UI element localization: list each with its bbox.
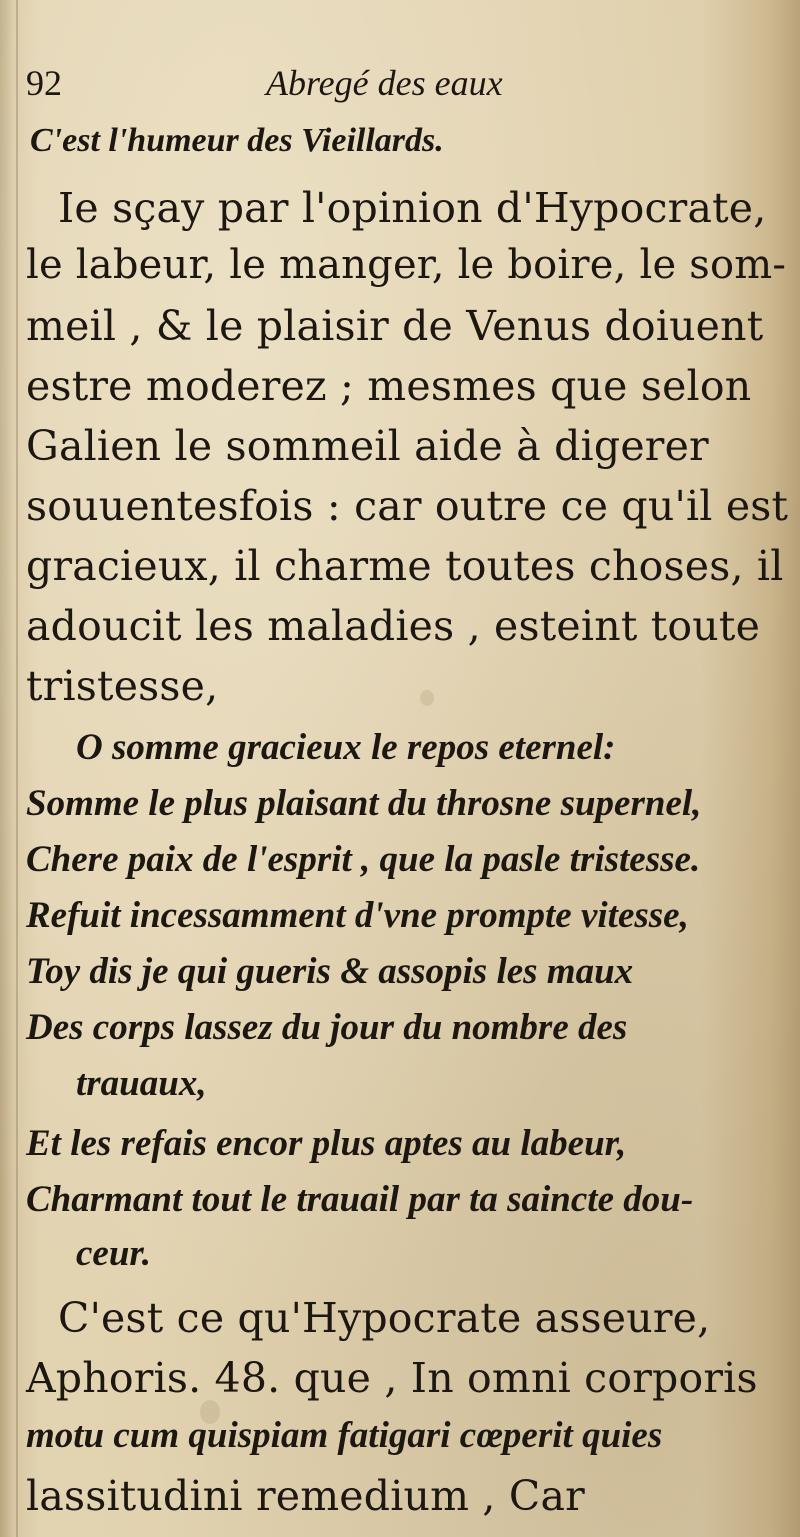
poem-line: Toy dis je qui gueris & assopis les maux [26, 951, 634, 992]
paragraph-line: estre moderez ; mesmes que selon [26, 362, 752, 410]
poem-line: Charmant tout le trauail par ta saincte dou- [26, 1179, 694, 1220]
paragraph-line: Galien le sommeil aide à digerer [26, 422, 709, 470]
page-gutter [16, 0, 18, 1537]
running-title: Abregé des eaux [266, 63, 503, 103]
poem-line: Chere paix de l'esprit , que la pasle tristesse. [26, 839, 701, 880]
paragraph-line: lassitudini remedium , Car [26, 1472, 585, 1520]
paragraph-line: Ie sçay par l'opinion d'Hypocrate, [58, 184, 767, 232]
section-heading: C'est l'humeur des Vieillards. [30, 122, 444, 159]
paragraph-line: gracieux, il charme toutes choses, il [26, 542, 784, 590]
paragraph-line: Aphoris. 48. que , In omni corporis [26, 1354, 758, 1402]
poem-line: trauaux, [76, 1063, 207, 1104]
paragraph-line: meil , & le plaisir de Venus doiuent [26, 302, 764, 350]
poem-line: Et les refais encor plus aptes au labeur, [26, 1123, 627, 1164]
paragraph-line: le labeur, le manger, le boire, le som- [26, 242, 787, 288]
poem-line: O somme gracieux le repos eternel: [76, 727, 616, 768]
paragraph-line: adoucit les maladies , esteint toute [26, 602, 761, 650]
paragraph-line: motu cum quispiam fatigari cœperit quies [26, 1415, 663, 1456]
page-number: 92 [26, 63, 62, 103]
ink-spot [420, 690, 434, 706]
poem-line: Refuit incessamment d'vne prompte vitesse, [26, 895, 689, 936]
poem-line: ceur. [76, 1233, 152, 1274]
poem-line: Des corps lassez du jour du nombre des [26, 1007, 628, 1048]
paragraph-line: souuentesfois : car outre ce qu'il est [26, 482, 789, 530]
paragraph-line: C'est ce qu'Hypocrate asseure, [58, 1294, 711, 1342]
paragraph-line: tristesse, [26, 662, 219, 710]
poem-line: Somme le plus plaisant du throsne supernel, [26, 783, 702, 824]
